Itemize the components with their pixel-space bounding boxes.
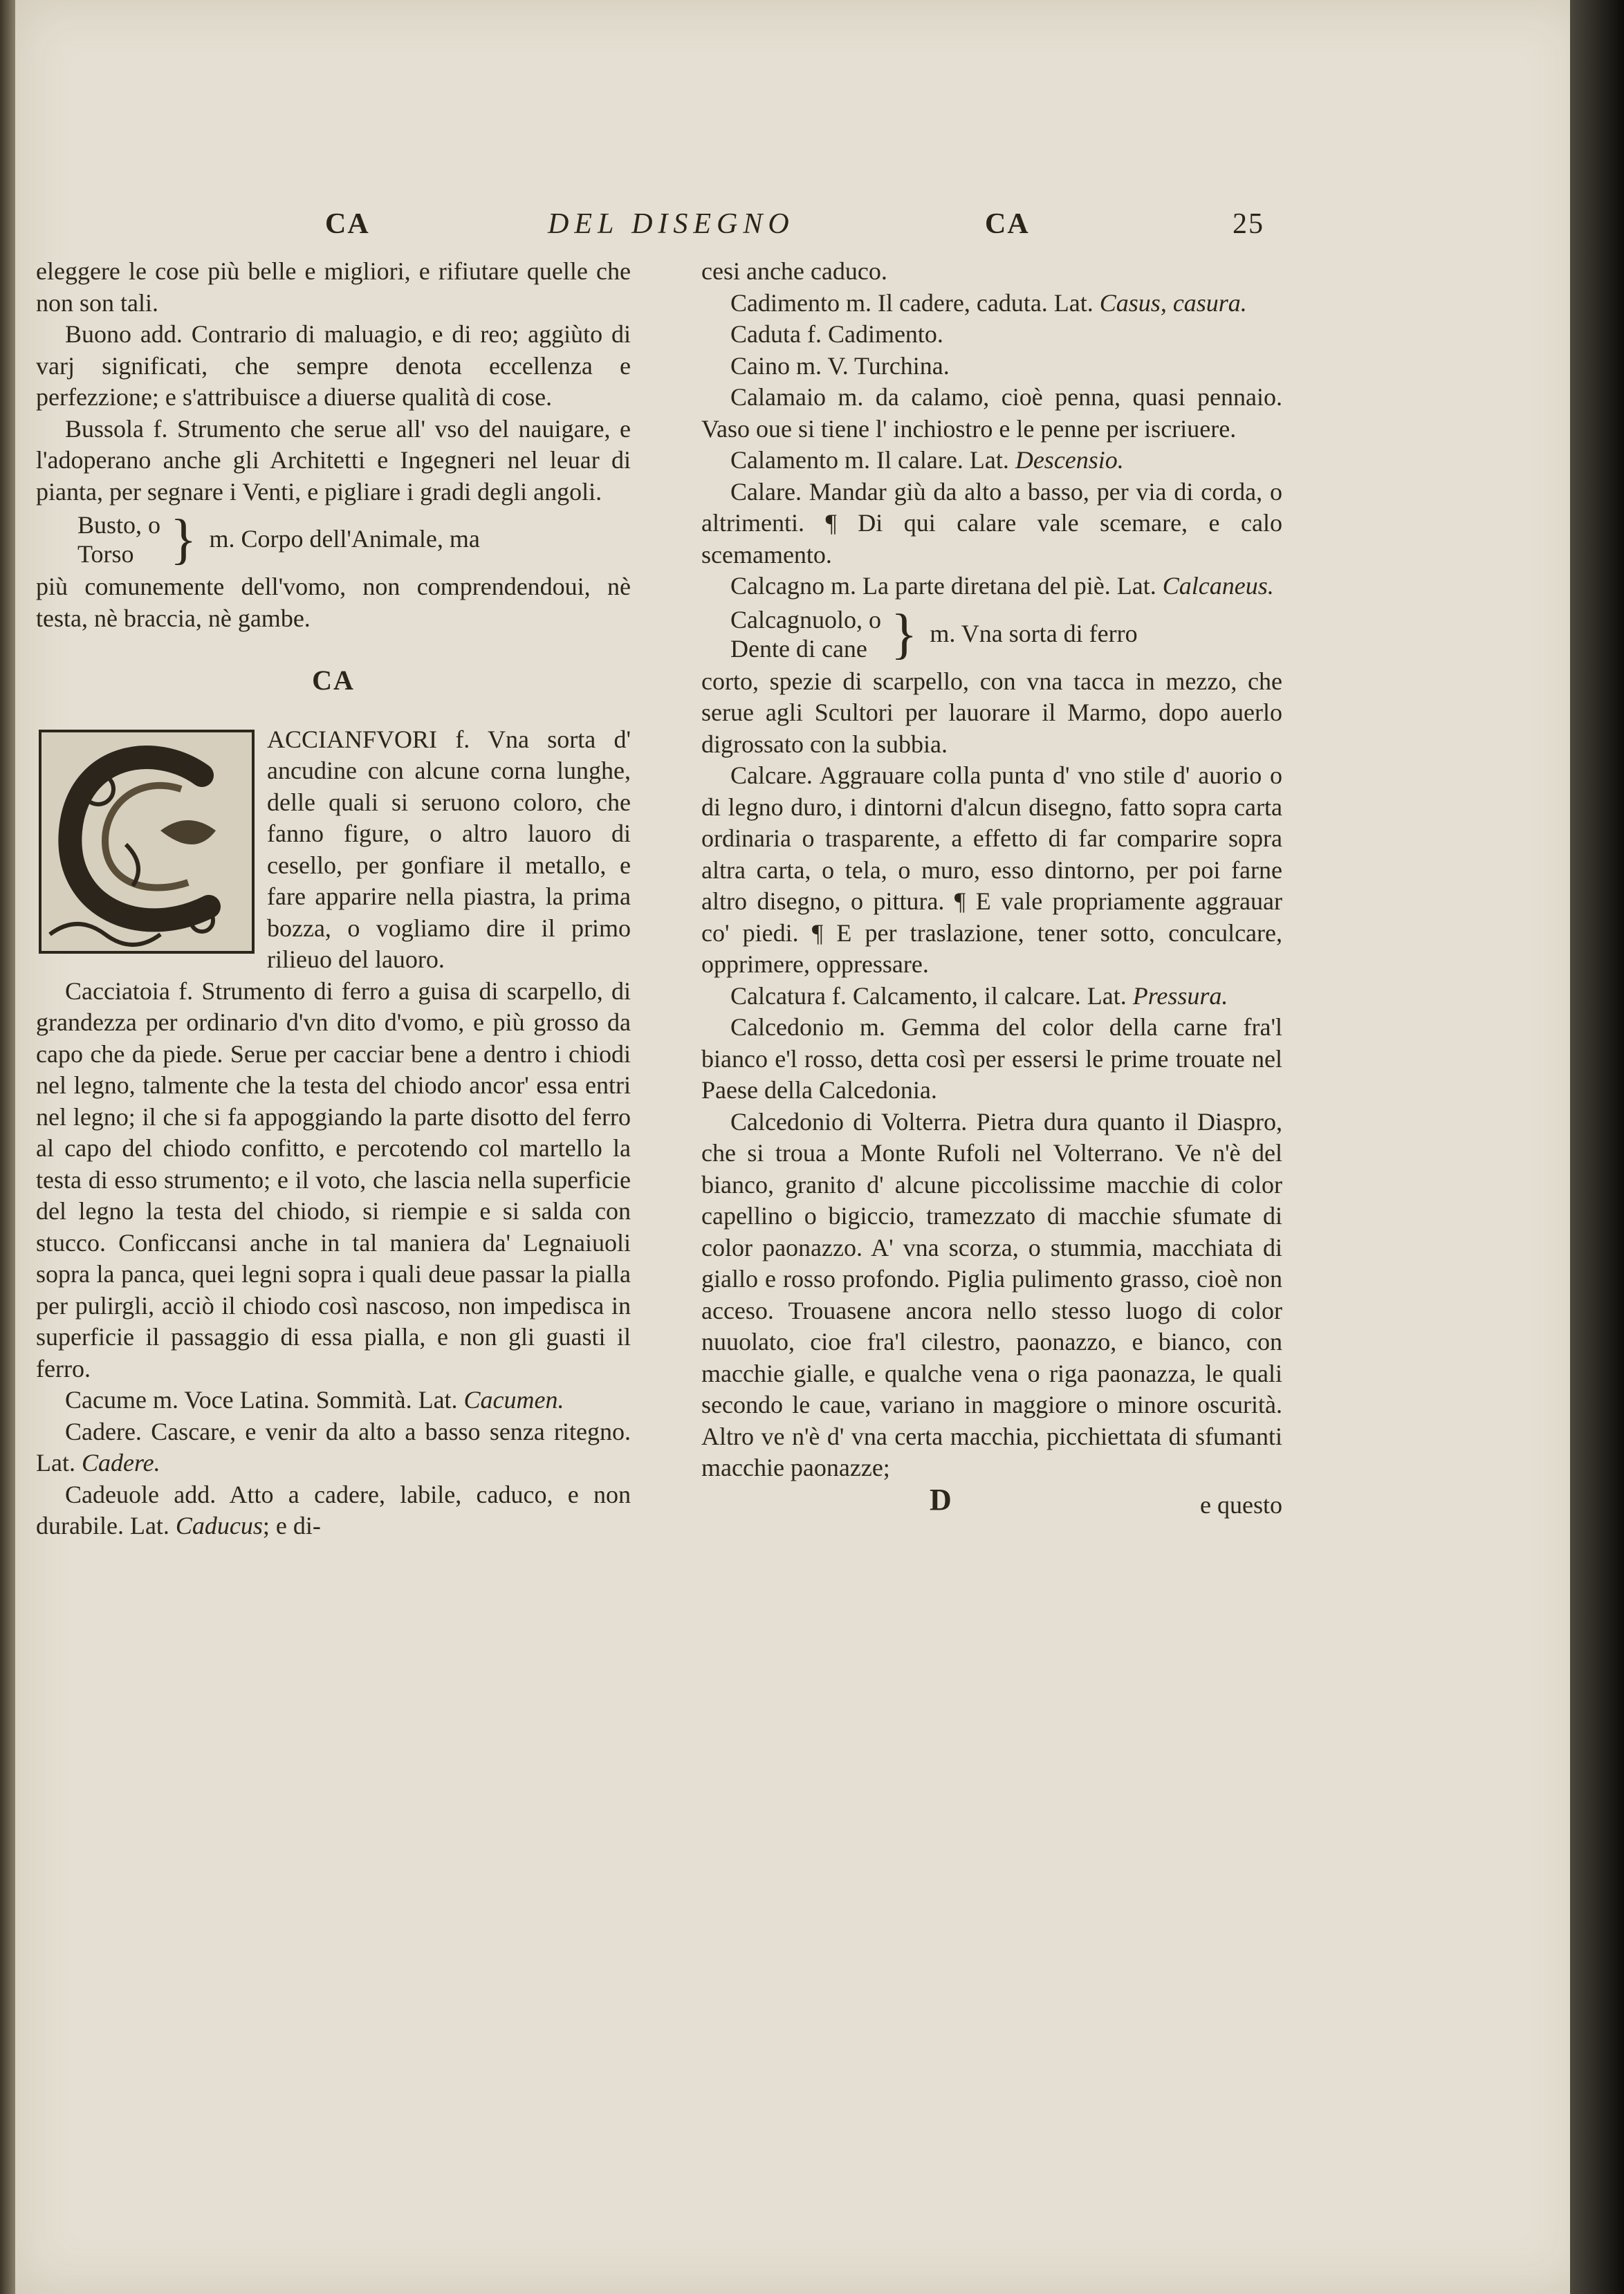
entry-cadeuole-text: Cadeuole add. Atto a cadere, labile, caduco, e non durabile. Lat.: [36, 1480, 631, 1539]
entry-buono: Buono add. Contrario di maluagio, e di reo; aggiùto di varj significati, che sempre denota eccellenza e perfezzione; e s'attribuisce a diuerse qualità di cose.: [36, 320, 631, 411]
entry-cadimento-text: Cadimento m. Il cadere, caduta. Lat.: [730, 288, 1094, 317]
latin-term: Caducus: [175, 1512, 263, 1539]
latin-term: Cacumen.: [463, 1386, 564, 1414]
decorated-initial-c: [36, 727, 257, 956]
entry-calcedonio: Calcedonio m. Gemma del color della carne fra'l bianco e'l rosso, detta così per essersi le prime trouate nel Paese della Calcedonia.: [701, 1013, 1282, 1104]
entry-continuation: cesi anche caduco.: [701, 257, 887, 285]
entry-busto-body: più comunemente dell'vomo, non comprendendoui, nè testa, nè braccia, nè gambe.: [36, 573, 631, 632]
entry-caduta: Caduta f. Cadimento.: [730, 320, 943, 348]
signature-mark: D: [930, 1482, 952, 1517]
running-header: [15, 207, 1585, 249]
entry-cadeuole: [36, 1479, 631, 1542]
entry-calcatura-text: Calcatura f. Calcamento, il calcare. Lat.: [730, 981, 1127, 1010]
latin-term: Casus, casura.: [1099, 288, 1247, 317]
entry-calcatura: [701, 981, 1282, 1012]
entry-caino: Caino m. V. Turchina.: [730, 351, 950, 380]
entry-cadere: [36, 1416, 631, 1479]
entry-cadeuole-tail: ; e di-: [262, 1512, 321, 1539]
entry-continuation: eleggere le cose più belle e migliori, e rifiutare quelle che non son tali.: [36, 257, 631, 317]
entry-accianfuori-text: ACCIANFVORI f. Vna sorta d' ancudine con alcune corna lunghe, delle quali si seruono coloro, che fanno figure, o altro lauoro di cesello, per gonfiare il metallo, e fare apparire nella piastra, la prima bozza, o vogliamo dire il primo rilieuo del lauoro.: [267, 725, 631, 973]
header-left: CA: [325, 208, 370, 240]
brace-symbol: }: [170, 509, 197, 570]
page-number: 25: [1233, 208, 1264, 240]
calcagnuolo-term-1: Calcagnuolo, o: [730, 605, 881, 633]
entry-calcagnuolo-body: corto, spezie di scarpello, con vna tacca in mezzo, che serue agli Scultori per lauorare il Marmo, dopo auerlo digrossato con la subbia.: [701, 667, 1282, 758]
entry-busto-heading: [36, 508, 631, 571]
entry-calcagno-text: Calcagno m. La parte diretana del piè. Lat.: [730, 572, 1156, 600]
book-edge-right: [1570, 0, 1624, 2294]
latin-term: Calcaneus.: [1162, 572, 1274, 600]
entry-calare: Calare. Mandar giù da alto a basso, per via di corda, o altrimenti. ¶ Di qui calare vale scemare, e calo scemamento.: [701, 477, 1282, 568]
entry-cadimento: [701, 288, 1282, 320]
header-title: DEL DISEGNO: [548, 208, 795, 240]
ornamental-letter-c-icon: [36, 727, 257, 956]
right-column: [701, 256, 1282, 1526]
latin-term: Pressura.: [1132, 981, 1228, 1010]
entry-cadere-text: Cadere. Cascare, e venir da alto a basso senza ritegno. Lat.: [36, 1417, 631, 1477]
header-right: CA: [985, 208, 1030, 240]
entry-calamaio: Calamaio m. da calamo, cioè penna, quasi pennaio. Vaso oue si tiene l' inchiostro e le penne per iscriuere.: [701, 383, 1282, 443]
section-title: CA: [312, 665, 355, 696]
entry-calcagnuolo-heading: [701, 602, 1282, 666]
entry-bussola: Bussola f. Strumento che serue all' vso del nauigare, e l'adoperano anche gli Architetti e Ingegneri nel leuar di pianta, per segnare i Venti, e pigliare i gradi degli angoli.: [36, 414, 631, 506]
left-column: [36, 256, 631, 1542]
busto-term-2: Torso: [77, 540, 134, 568]
busto-term-1: Busto, o: [77, 511, 161, 539]
entry-cacume: [36, 1385, 631, 1416]
calcagnuolo-term-2: Dente di cane: [730, 634, 867, 663]
latin-term: Descensio.: [1015, 446, 1124, 474]
entry-calcare: Calcare. Aggrauare colla punta d' vno stile d' auorio o di legno duro, i dintorni d'alcun disegno, fatto sopra carta ordinaria o trasparente, a effetto di far comparire sopra altra carta, o tela, o muro, esso dintorno, per poi farne altro disegno, o pittura. ¶ E vale propriamente aggrauar co' piedi. ¶ E per traslazione, tener sotto, conculcare, opprimere, oppressare.: [701, 761, 1282, 978]
busto-definition: m. Corpo dell'Animale, ma: [209, 525, 480, 553]
entry-calcagno: [701, 571, 1282, 602]
catchword: e questo: [1200, 1490, 1282, 1519]
book-page: [15, 0, 1585, 2294]
entry-calamento-text: Calamento m. Il calare. Lat.: [730, 446, 1009, 474]
entry-cacciatoia: Cacciatoia f. Strumento di ferro a guisa di scarpello, di grandezza per ordinario d'vn dito d'vomo, e più grosso da capo che da piede. Serue per cacciar bene a dentro i chiodi nel legno, talmente che la testa del chiodo ancor' essa entri nel legno; il che si fa appoggiando la parte disotto del ferro al capo del chiodo confitto, e percotendo col martello la testa di esso strumento; e il voto, che lascia nella superficie del legno la testa del chiodo, si riempie e si salda con stucco. Conficcansi anche in tal maniera da' Legnaiuoli sopra la panca, quei legni sopra i quali deue passar la pialla per pulirgli, acciò il chiodo così nascoso, non impedisca in superficie il passaggio di essa pialla, e non gli guasti il ferro.: [36, 977, 631, 1382]
entry-cacume-text: Cacume m. Voce Latina. Sommità. Lat.: [65, 1386, 458, 1414]
entry-calcedonio-volterra: Calcedonio di Volterra. Pietra dura quanto il Diaspro, che si troua a Monte Rufoli nel Volterrano. Ve n'è del bianco, granito d' alcune piccolissime macchie di color capellino o bigiccio, tramezzato di macchie sfumate di color paonazzo. A' vna scorza, o stummia, macchiata di giallo e rosso profondo. Piglia pulimento grasso, cioè non acceso. Trouasene ancora nello stesso luogo di color nuuolato, cioe fra'l cilestro, paonazzo, e bianco, con macchie gialle, e qualche vena o riga paonazza, le quali secondo le caue, variano in maggiore o minore oscurità. Altro ve n'è d' vna certa macchia, picchiettata di sfumanti macchie paonazze;: [701, 1107, 1282, 1481]
brace-symbol: }: [890, 603, 918, 665]
calcagnuolo-definition: m. Vna sorta di ferro: [930, 619, 1138, 647]
latin-term: Cadere.: [81, 1449, 160, 1477]
book-edge-left: [0, 0, 15, 2294]
entry-accianfuori: [36, 724, 631, 976]
entry-calamento: [701, 445, 1282, 477]
page-footer: [701, 1484, 1282, 1526]
